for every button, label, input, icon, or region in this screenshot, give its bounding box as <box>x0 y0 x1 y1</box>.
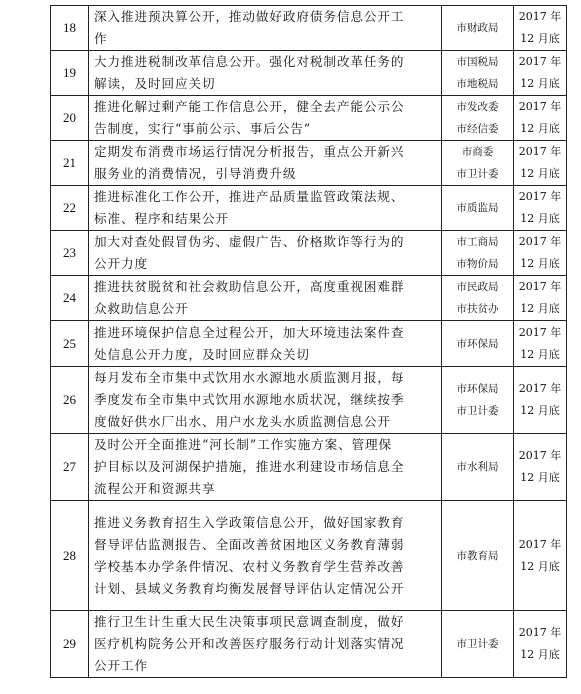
deadline-month: 12 月底 <box>520 257 560 270</box>
deadline-year: 2017 年 <box>518 449 562 462</box>
department-name: 市商委 <box>461 146 494 158</box>
row-number: 21 <box>51 141 89 186</box>
deadline-month: 12 月底 <box>520 471 560 484</box>
row-number: 20 <box>51 96 89 141</box>
deadline-month: 12 月底 <box>520 559 560 573</box>
deadline-year: 2017 年 <box>518 325 562 339</box>
task-content: 推进环境保护信息全过程公开，加大环境违法案件查 处信息公开力度，及时回应群众关切 <box>89 321 442 367</box>
department-name: 市物价局 <box>456 258 499 270</box>
row-number: 24 <box>51 276 89 321</box>
department-name: 市扶贫办 <box>456 303 499 315</box>
responsible-department <box>442 321 514 367</box>
responsible-department <box>442 501 514 611</box>
deadline-month: 12 月底 <box>520 648 560 661</box>
table-row <box>51 611 567 678</box>
task-content: 每月发布全市集中式饮用水水源地水质监测月报，每 季度发布全市集中式饮用水源地水质状况，继续按季 度做好供水厂出水、用户水龙头水质监测信息公开 <box>89 367 442 434</box>
row-number: 29 <box>51 611 89 678</box>
department-name: 市经信委 <box>456 123 499 135</box>
table-row <box>51 186 567 231</box>
deadline-month: 12 月底 <box>520 167 560 180</box>
department-name: 市工商局 <box>456 236 499 248</box>
row-number: 26 <box>51 367 89 434</box>
deadline <box>514 141 567 186</box>
department-name: 市环保局 <box>456 383 499 395</box>
deadline <box>514 6 567 51</box>
department-name: 市卫计委 <box>456 638 499 650</box>
table-row <box>51 96 567 141</box>
deadline-year: 2017 年 <box>518 190 562 203</box>
task-content: 推进标准化工作公开，推进产品质量监管政策法规、 标准、程序和结果公开 <box>89 186 442 231</box>
deadline-year: 2017 年 <box>518 280 562 293</box>
deadline <box>514 231 567 276</box>
responsible-department <box>442 434 514 501</box>
deadline <box>514 501 567 611</box>
deadline-month: 12 月底 <box>520 212 560 225</box>
table-row <box>51 367 567 434</box>
deadline-month: 12 月底 <box>520 302 560 315</box>
row-number: 22 <box>51 186 89 231</box>
deadline-year: 2017 年 <box>518 145 562 158</box>
department-name: 市卫计委 <box>456 405 499 417</box>
table-body <box>51 6 567 678</box>
deadline <box>514 434 567 501</box>
task-content: 推进扶贫脱贫和社会救助信息公开，高度重视困难群 众救助信息公开 <box>89 276 442 321</box>
row-number: 19 <box>51 51 89 96</box>
responsible-department <box>442 6 514 51</box>
deadline <box>514 186 567 231</box>
disclosure-task-table <box>50 5 567 678</box>
responsible-department <box>442 611 514 678</box>
deadline-month: 12 月底 <box>520 122 560 135</box>
deadline-year: 2017 年 <box>518 10 562 23</box>
task-content: 推行卫生计生重大民生决策事项民意调查制度，做好 医疗机构院务公开和改善医疗服务行动计划落实情况 公开工作 <box>89 611 442 678</box>
table-row <box>51 321 567 367</box>
responsible-department <box>442 231 514 276</box>
task-content: 推进义务教育招生入学政策信息公开，做好国家教育 督导评估监测报告、全面改善贫困地区义务教育薄弱 学校基本办学条件情况、农村义务教育学生营养改善 计划、县域义务教育均衡发展督导评估认定情况公开 <box>89 501 442 611</box>
row-number: 18 <box>51 6 89 51</box>
row-number: 25 <box>51 321 89 367</box>
task-content: 及时公开全面推进“河长制”工作实施方案、管理保 护目标以及河湖保护措施，推进水利建设市场信息全 流程公开和资源共享 <box>89 434 442 501</box>
task-content: 深入推进预决算公开，推动做好政府债务信息公开工 作 <box>89 6 442 51</box>
task-content: 推进化解过剩产能工作信息公开，健全去产能公示公 告制度，实行“事前公示、事后公告” <box>89 96 442 141</box>
responsible-department <box>442 276 514 321</box>
row-number: 28 <box>51 501 89 611</box>
deadline <box>514 51 567 96</box>
row-number: 23 <box>51 231 89 276</box>
responsible-department <box>442 186 514 231</box>
deadline-year: 2017 年 <box>518 382 562 395</box>
table-row <box>51 51 567 96</box>
table-row <box>51 231 567 276</box>
task-content: 大力推进税制改革信息公开。强化对税制改革任务的 解读，及时回应关切 <box>89 51 442 96</box>
table-row <box>51 434 567 501</box>
deadline-year: 2017 年 <box>518 100 562 113</box>
row-number: 27 <box>51 434 89 501</box>
table-row <box>51 6 567 51</box>
department-name: 市环保局 <box>456 337 499 350</box>
department-name: 市地税局 <box>456 78 499 90</box>
document-page <box>50 5 566 678</box>
department-name: 市财政局 <box>456 22 499 34</box>
deadline-month: 12 月底 <box>520 32 560 45</box>
task-content: 定期发布消费市场运行情况分析报告，重点公开新兴 服务业的消费情况，引导消费升级 <box>89 141 442 186</box>
deadline-year: 2017 年 <box>518 55 562 68</box>
deadline <box>514 321 567 367</box>
responsible-department <box>442 51 514 96</box>
responsible-department <box>442 141 514 186</box>
table-row <box>51 276 567 321</box>
deadline-month: 12 月底 <box>520 404 560 417</box>
department-name: 市教育局 <box>456 549 499 562</box>
department-name: 市卫计委 <box>456 168 499 180</box>
deadline-year: 2017 年 <box>518 626 562 639</box>
department-name: 市发改委 <box>456 101 499 113</box>
table-row <box>51 141 567 186</box>
deadline-month: 12 月底 <box>520 347 560 361</box>
responsible-department <box>442 367 514 434</box>
deadline <box>514 96 567 141</box>
responsible-department <box>442 96 514 141</box>
department-name: 市水利局 <box>456 461 499 473</box>
department-name: 市民政局 <box>456 281 499 293</box>
deadline <box>514 611 567 678</box>
deadline-year: 2017 年 <box>518 537 562 551</box>
department-name: 市国税局 <box>456 56 499 68</box>
task-content: 加大对查处假冒伪劣、虚假广告、价格欺诈等行为的 公开力度 <box>89 231 442 276</box>
deadline <box>514 276 567 321</box>
deadline-year: 2017 年 <box>518 235 562 248</box>
table-row <box>51 501 567 611</box>
department-name: 市质监局 <box>456 202 499 214</box>
deadline-month: 12 月底 <box>520 77 560 90</box>
deadline <box>514 367 567 434</box>
